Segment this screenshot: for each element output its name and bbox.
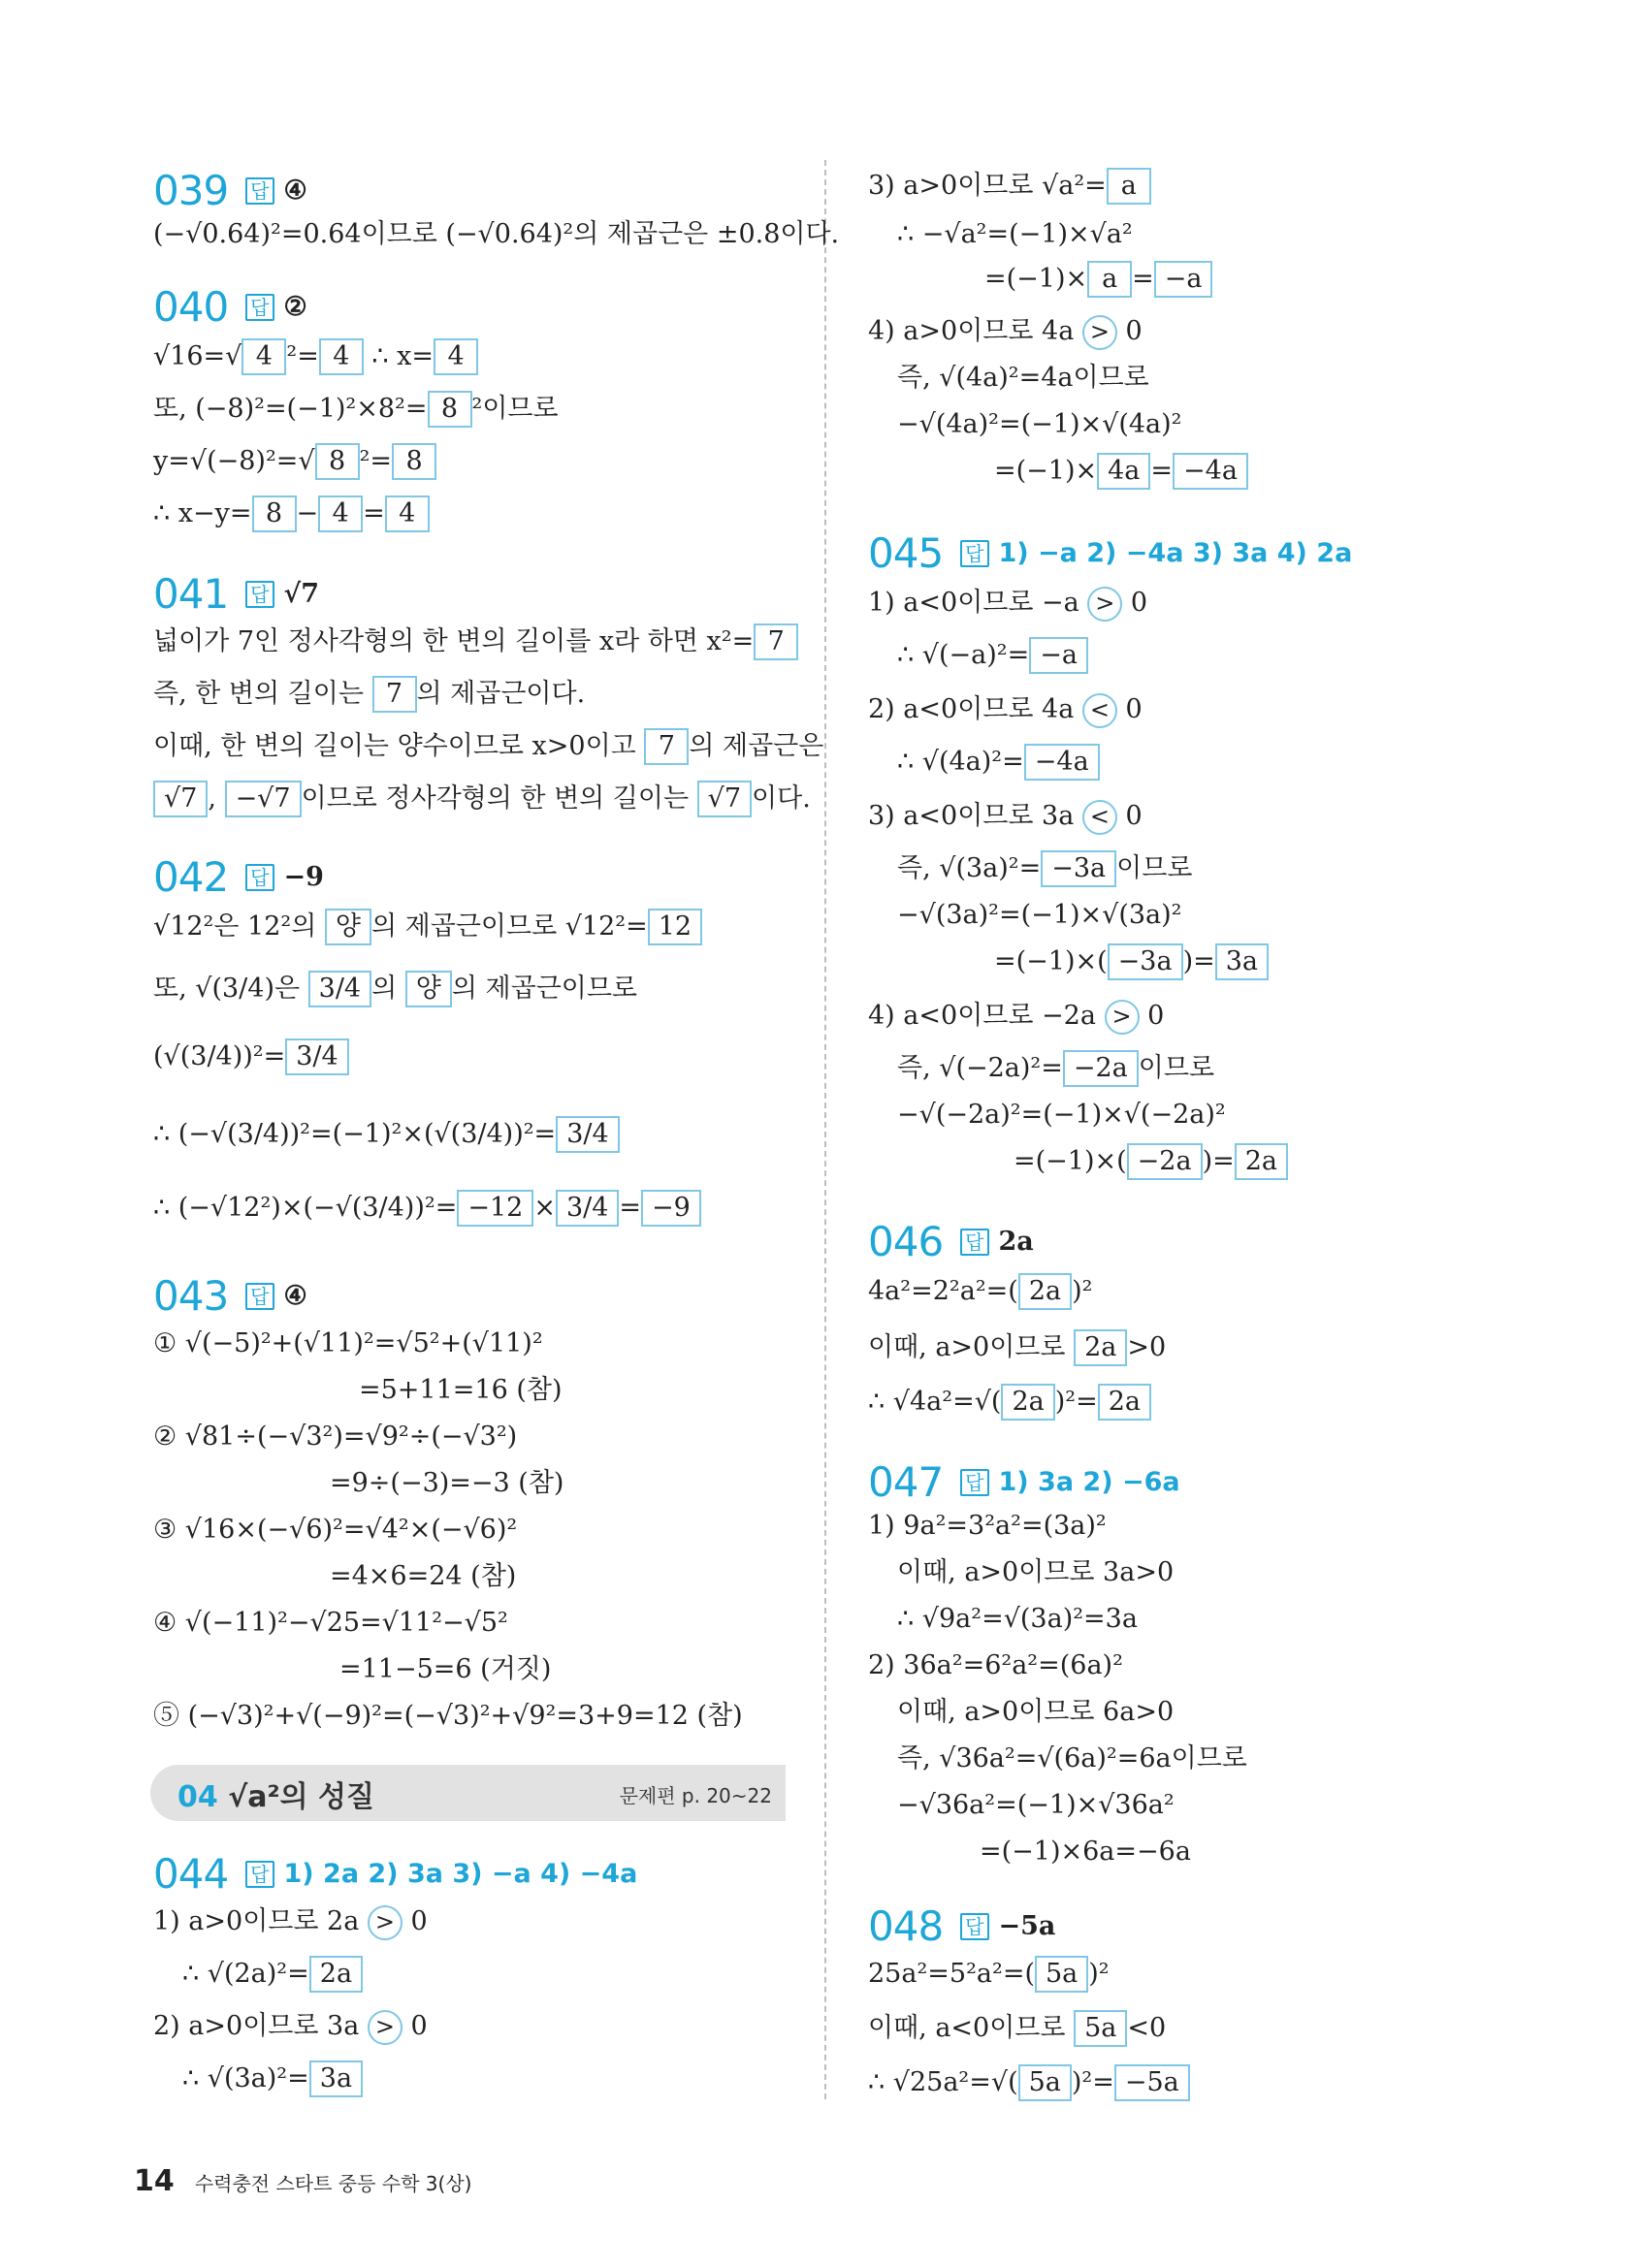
solution-line: y=√(−8)²=√ 8 ²= 8 xyxy=(153,442,436,481)
answer-tag: 답 xyxy=(245,177,274,205)
answer: ④ xyxy=(283,176,307,206)
answer: −9 xyxy=(283,862,324,892)
problem-048-header xyxy=(868,1902,1055,1950)
solution-line: =5+11=16 (참) xyxy=(359,1375,563,1405)
answer-box: 3/4 xyxy=(285,1038,348,1075)
solution-line: =11−5=6 (거짓) xyxy=(339,1654,552,1684)
answer-box: −3a xyxy=(1041,850,1116,887)
solution-line: 4) a<0이므로 −2a > 0 xyxy=(868,997,1164,1036)
answer: −5a xyxy=(998,1911,1056,1941)
answer: 1) 2a 2) 3a 3) −a 4) −4a xyxy=(283,1859,638,1889)
answer-box: 5a xyxy=(1074,2010,1127,2047)
book-title: 수력충전 스타트 중등 수학 3(상) xyxy=(194,2172,472,2195)
solution-line: ∴ (−√(3/4))²=(−1)²×(√(3/4))²= 3/4 xyxy=(153,1115,620,1154)
answer-box: −a xyxy=(1029,637,1088,674)
solution-line: (√(3/4))²= 3/4 xyxy=(153,1038,349,1076)
solution-line: 이때, a>0이므로 3a>0 xyxy=(897,1557,1175,1587)
solution-line: =4×6=24 (참) xyxy=(330,1561,517,1591)
solution-line: =(−1)×6a=−6a xyxy=(980,1837,1191,1867)
answer-box: −√7 xyxy=(225,781,302,817)
answer-box: 3/4 xyxy=(556,1116,619,1153)
problem-number: 042 xyxy=(153,853,229,901)
solution-line: =9÷(−3)=−3 (참) xyxy=(330,1468,564,1498)
comparison-circle: > xyxy=(1087,587,1122,622)
answer-tag: 답 xyxy=(960,1229,988,1256)
solution-line: 즉, √(−2a)²= −2a 이므로 xyxy=(897,1049,1214,1088)
answer-tag: 답 xyxy=(960,540,988,567)
answer-box: 4 xyxy=(241,338,286,375)
answer-box: 2a xyxy=(1018,1273,1072,1310)
solution-line: =(−1)×( −2a )= 2a xyxy=(1014,1142,1288,1181)
problem-number: 044 xyxy=(153,1850,229,1898)
solution-line: −√(3a)²=(−1)×√(3a)² xyxy=(897,900,1182,930)
answer-box: 3a xyxy=(309,2060,363,2097)
problem-number: 045 xyxy=(868,529,944,577)
solution-line: ∴ √4a²=√( 2a )²= 2a xyxy=(868,1383,1151,1421)
solution-line: 4a²=2²a²=( 2a )² xyxy=(868,1272,1092,1311)
solution-line: ∴ √25a²=√( 5a )²= −5a xyxy=(868,2063,1190,2102)
answer-box: −5a xyxy=(1114,2064,1190,2101)
problem-number: 041 xyxy=(153,570,229,618)
answer: 1) −a 2) −4a 3) 3a 4) 2a xyxy=(998,538,1353,568)
solution-line: 2) a<0이므로 4a < 0 xyxy=(868,690,1143,729)
solution-line: √16=√ 4 ²= 4 ∴ x= 4 xyxy=(153,337,478,376)
answer-box: 2a xyxy=(309,1956,363,1993)
answer: √7 xyxy=(283,579,320,609)
solution-line: 이때, 한 변의 길이는 양수이므로 x>0이고 7 의 제곱근은 xyxy=(153,727,823,766)
solution-line: 즉, √36a²=√(6a)²=6a이므로 xyxy=(897,1743,1247,1773)
solution-line: 2) 36a²=6²a²=(6a)² xyxy=(868,1650,1123,1680)
answer-box: −4a xyxy=(1173,453,1248,490)
solution-line: 넓이가 7인 정사각형의 한 변의 길이를 x라 하면 x²= 7 xyxy=(153,623,798,661)
solution-line: ∴ √9a²=√(3a)²=3a xyxy=(897,1604,1138,1634)
answer-box: 12 xyxy=(648,909,702,945)
solution-line: √12²은 12²의 양 의 제곱근이므로 √12²= 12 xyxy=(153,908,702,946)
answer-box: −a xyxy=(1154,261,1213,298)
solution-line: 25a²=5²a²=( 5a )² xyxy=(868,1955,1110,1994)
answer-tag: 답 xyxy=(245,864,274,891)
section-number: 04 xyxy=(177,1780,218,1814)
problem-number: 046 xyxy=(868,1218,944,1265)
solution-line: 이때, a>0이므로 6a>0 xyxy=(897,1697,1175,1727)
answer-box: 2a xyxy=(1074,1329,1127,1366)
answer-box: 4 xyxy=(319,338,364,375)
answer-box: 7 xyxy=(754,623,798,660)
solution-line: ② √81÷(−√3²)=√9²÷(−√3²) xyxy=(153,1421,518,1452)
page-number: 14 xyxy=(134,2164,175,2198)
answer-box: 4 xyxy=(318,495,363,532)
solution-line: ∴ √(4a)²= −4a xyxy=(897,743,1100,782)
answer-box: a xyxy=(1107,168,1151,205)
column-divider xyxy=(824,160,826,2099)
answer-box: 5a xyxy=(1035,1956,1088,1993)
answer-tag: 답 xyxy=(245,1283,274,1310)
solution-line: 4) a>0이므로 4a > 0 xyxy=(868,312,1143,351)
answer-box: 3/4 xyxy=(556,1190,619,1227)
answer: 2a xyxy=(998,1227,1034,1257)
answer-box: 5a xyxy=(1018,2064,1072,2101)
section-name: √a²의 성질 xyxy=(228,1780,374,1814)
answer-box: −3a xyxy=(1108,943,1183,980)
answer-box: −12 xyxy=(457,1190,533,1227)
problem-044-header xyxy=(153,1850,637,1898)
solution-line: (−√0.64)²=0.64이므로 (−√0.64)²의 제곱근은 ±0.8이다. xyxy=(153,219,840,249)
comparison-circle: < xyxy=(1082,693,1117,728)
solution-line: 3) a>0이므로 √a²= a xyxy=(868,167,1151,206)
solution-line: 이때, a>0이므로 2a >0 xyxy=(868,1328,1166,1367)
solution-line: 즉, √(4a)²=4a이므로 xyxy=(897,363,1149,393)
answer-box: 8 xyxy=(252,495,297,532)
section-reference: 문제편 p. 20~22 xyxy=(619,1784,772,1807)
solution-line: −√(4a)²=(−1)×√(4a)² xyxy=(897,409,1182,439)
solution-line: ∴ √(2a)²= 2a xyxy=(182,1955,363,1994)
problem-046-header xyxy=(868,1218,1034,1265)
answer-box: −9 xyxy=(641,1190,701,1227)
page-footer xyxy=(134,2164,471,2198)
answer-box: 8 xyxy=(428,391,472,428)
problem-043-header xyxy=(153,1272,307,1320)
solution-line: ∴ −√a²=(−1)×√a² xyxy=(897,219,1133,249)
answer-box: 3a xyxy=(1215,943,1269,980)
answer-box: 8 xyxy=(392,443,436,480)
solution-line: =(−1)×( −3a )= 3a xyxy=(994,942,1269,981)
solution-line: 1) a>0이므로 2a > 0 xyxy=(153,1902,428,1941)
solution-line: 2) a>0이므로 3a > 0 xyxy=(153,2007,428,2046)
comparison-circle: > xyxy=(1082,315,1117,350)
answer-box: 양 xyxy=(405,971,452,1007)
answer-box: a xyxy=(1087,261,1132,298)
comparison-circle: < xyxy=(1082,800,1117,835)
answer-tag: 답 xyxy=(245,581,274,608)
answer-box: 4a xyxy=(1097,453,1150,490)
solution-line: ① √(−5)²+(√11)²=√5²+(√11)² xyxy=(153,1328,543,1358)
answer: ④ xyxy=(283,1281,307,1311)
solution-line: −√36a²=(−1)×√36a² xyxy=(897,1790,1175,1820)
solution-line: 1) 9a²=3²a²=(3a)² xyxy=(868,1511,1107,1541)
solution-line: ③ √16×(−√6)²=√4²×(−√6)² xyxy=(153,1515,518,1545)
solution-line: 1) a<0이므로 −a > 0 xyxy=(868,584,1147,623)
solution-line: 이때, a<0이므로 5a <0 xyxy=(868,2009,1166,2048)
answer-box: √7 xyxy=(697,781,752,817)
answer-box: 2a xyxy=(1098,1384,1151,1421)
solution-line: √7 , −√7 이므로 정사각형의 한 변의 길이는 √7 이다. xyxy=(153,780,811,818)
answer-tag: 답 xyxy=(245,1861,274,1888)
problem-047-header xyxy=(868,1458,1180,1506)
problem-number: 039 xyxy=(153,167,229,214)
answer-box: 3/4 xyxy=(308,971,371,1007)
section-header xyxy=(150,1765,786,1821)
solution-line: 즉, 한 변의 길이는 7 의 제곱근이다. xyxy=(153,675,585,714)
solution-line: ∴ (−√12²)×(−√(3/4))²= −12 × 3/4 = −9 xyxy=(153,1189,701,1228)
problem-039-header xyxy=(153,167,307,214)
answer-box: 8 xyxy=(315,443,360,480)
solution-line: ⑤ (−√3)²+√(−9)²=(−√3)²+√9²=3+9=12 (참) xyxy=(153,1701,743,1731)
answer-box: −2a xyxy=(1127,1143,1203,1180)
solution-line: ∴ x−y= 8 − 4 = 4 xyxy=(153,495,430,533)
solution-line: 또, (−8)²=(−1)²×8²= 8 ²이므로 xyxy=(153,390,559,429)
solution-line: =(−1)× a = −a xyxy=(984,260,1212,299)
answer-tag: 답 xyxy=(960,1913,988,1940)
solution-line: =(−1)× 4a = −4a xyxy=(994,452,1248,491)
comparison-circle: > xyxy=(368,2010,402,2045)
answer-box: 양 xyxy=(325,909,371,945)
answer: ② xyxy=(283,292,307,322)
answer-box: −4a xyxy=(1024,744,1100,781)
answer: 1) 3a 2) −6a xyxy=(998,1467,1180,1497)
problem-number: 040 xyxy=(153,283,229,331)
answer-box: 2a xyxy=(1235,1143,1288,1180)
answer-box: 7 xyxy=(372,676,417,713)
solution-line: −√(−2a)²=(−1)×√(−2a)² xyxy=(897,1100,1226,1130)
section-title xyxy=(177,1773,374,1815)
solution-line: 또, √(3/4)은 3/4 의 양 의 제곱근이므로 xyxy=(153,970,637,1008)
solution-line: 즉, √(3a)²= −3a 이므로 xyxy=(897,849,1192,888)
solution-line: ∴ √(−a)²= −a xyxy=(897,636,1088,675)
answer-box: √7 xyxy=(153,781,208,817)
problem-040-header xyxy=(153,283,307,331)
answer-box: 4 xyxy=(385,495,430,532)
problem-number: 047 xyxy=(868,1458,944,1506)
answer-box: −2a xyxy=(1063,1050,1139,1087)
problem-045-header xyxy=(868,529,1352,577)
solution-line: ④ √(−11)²−√25=√11²−√5² xyxy=(153,1608,508,1638)
answer-box: 7 xyxy=(644,728,689,765)
answer-tag: 답 xyxy=(245,294,274,321)
problem-number: 043 xyxy=(153,1272,229,1320)
answer-box: 4 xyxy=(434,338,478,375)
solution-line: 3) a<0이므로 3a < 0 xyxy=(868,797,1143,836)
problem-041-header xyxy=(153,570,319,618)
answer-box: 2a xyxy=(1001,1384,1054,1421)
solution-line: ∴ √(3a)²= 3a xyxy=(182,2060,363,2098)
answer-tag: 답 xyxy=(960,1469,988,1496)
problem-042-header xyxy=(153,853,324,901)
comparison-circle: > xyxy=(1105,1000,1140,1035)
problem-number: 048 xyxy=(868,1902,944,1950)
comparison-circle: > xyxy=(368,1905,402,1940)
